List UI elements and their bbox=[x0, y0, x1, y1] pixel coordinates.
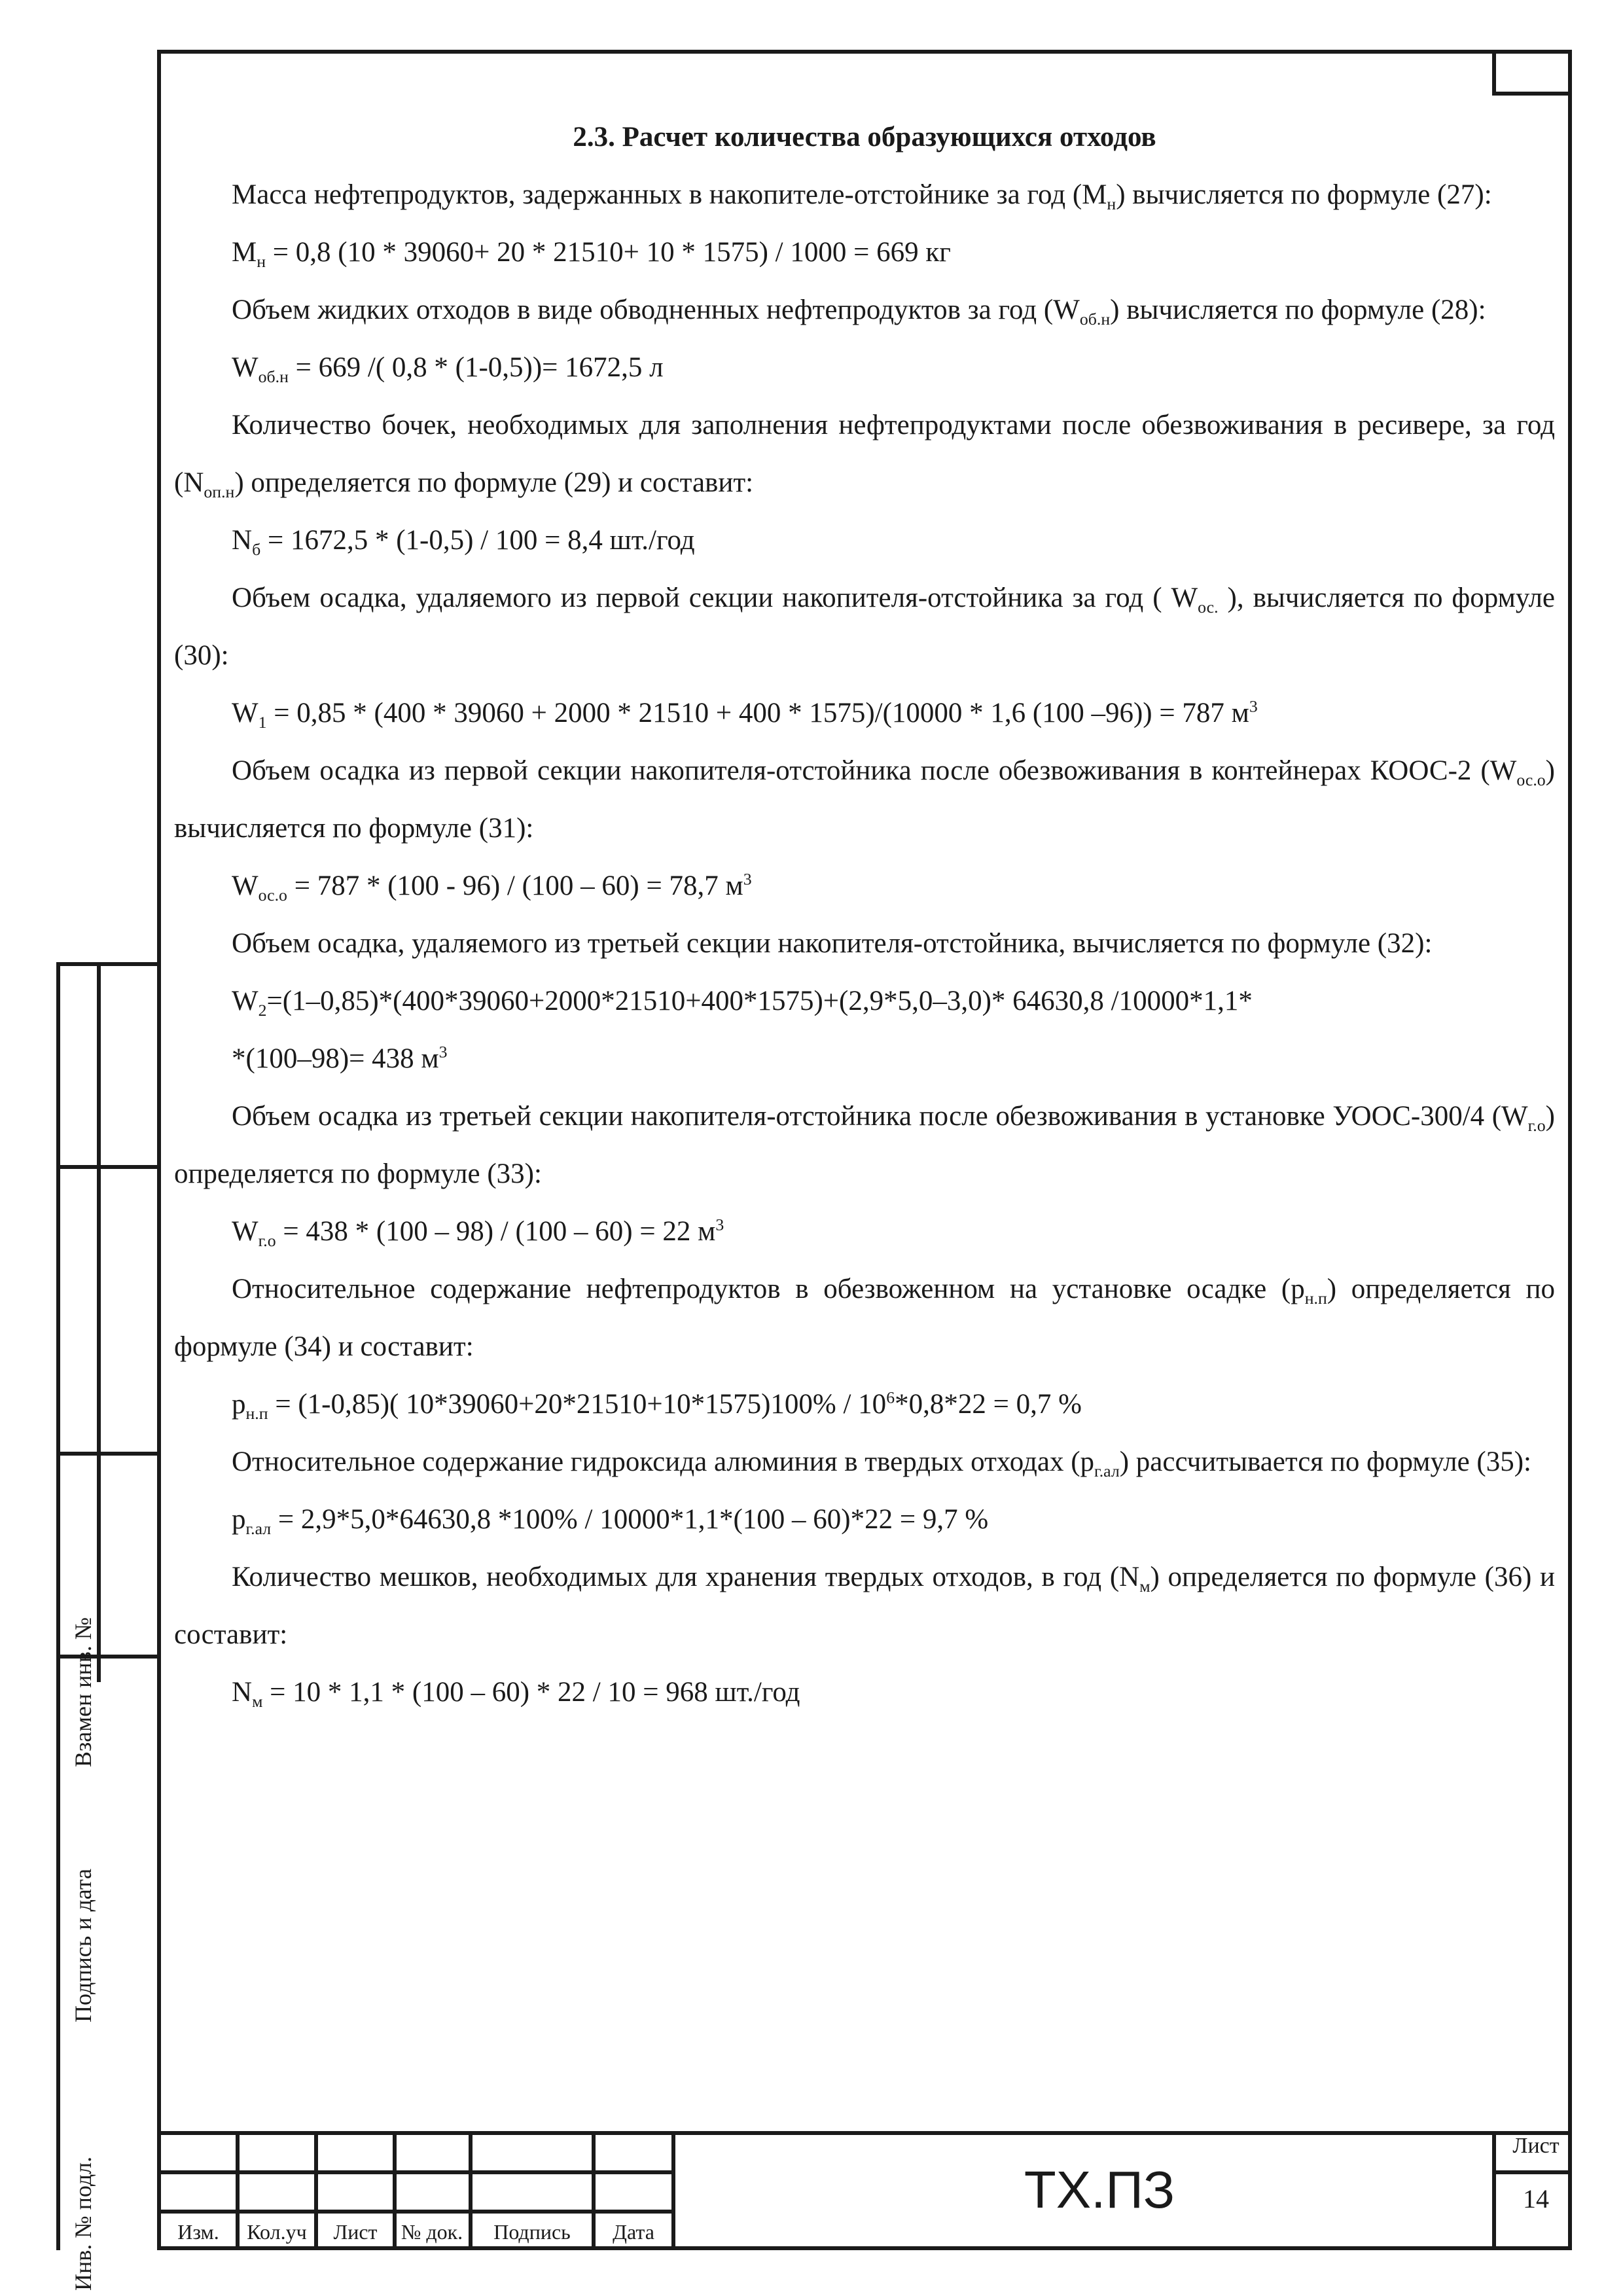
formula-line: $р_{г.ал} = 2,9*5,0*64630,8$ *100% / 10000*1,1*(100 – 60)*22 = 9,7 % bbox=[232, 1504, 989, 1539]
tb-col-data: Дата bbox=[613, 2220, 654, 2244]
formula-line: $N_м = 10 * 1,1 * (100 - 60) * 22 / 10 = 968$ шт./год bbox=[232, 1677, 800, 1712]
label-podpis-data: Подпись и дата bbox=[70, 1869, 96, 2022]
formula-line: $р_{н.п} = (1-0,85)$( $10*39060+20*21510+10*1575)100\% / 10^6*0,8*22 = 0,7$ % bbox=[232, 1388, 1082, 1424]
tb-col-podpis: Подпись bbox=[493, 2220, 571, 2244]
section-heading: 2.3. Расчет количества образующихся отходов bbox=[573, 122, 1156, 152]
text-paragraph: Масса нефтепродуктов, задержанных в накопителе-отстойнике за год $(М_н)$ вычисляется по формуле (27): bbox=[232, 179, 1492, 214]
formula-line: $W_{об.н} = 669$ /( 0,8 * (1-0,5))= 1672,5 л bbox=[232, 352, 664, 387]
formula-line: $W_2=(1-0,85)*(400*39060+2000*21510+400*1575)+(2,9*5,0-3,0)*$ 64630,8 /10000*1,1* bbox=[232, 986, 1253, 1020]
text-paragraph: Относительное содержание гидроксида алюминия в твердых отходах $(р_{г.ал})$ рассчитывается по формуле (35): bbox=[232, 1446, 1531, 1481]
tb-col-list: Лист bbox=[333, 2220, 378, 2244]
text-paragraph: Количество бочек, необходимых для заполнения нефтепродуктами после обезвоживания в ресивере, за год $(N_{оп.н})$ определяется по формуле (29) и составит: bbox=[174, 410, 1555, 502]
label-vzamen-inv: Взамен инв. № bbox=[70, 1617, 96, 1767]
sheet-label: Лист bbox=[1512, 2134, 1560, 2158]
document-body bbox=[174, 109, 1555, 1721]
document-code: ТХ.ПЗ bbox=[1024, 2161, 1175, 2219]
sheet-number: 14 bbox=[1523, 2184, 1549, 2214]
tb-col-kol-uch: Кол.уч bbox=[247, 2220, 307, 2244]
text-paragraph: Объем осадка, удаляемого из первой секции накопителя-отстойника за год ( $W_{ос.}$ ), вычисляется по формуле (30): bbox=[174, 583, 1555, 671]
formula-line: $W_{г.о} = 438 * (100 - 98) / (100 - 60) = 22$ $м^3$ bbox=[232, 1215, 724, 1251]
text-paragraph: Относительное содержание нефтепродуктов в обезвоженном на установке осадке $(р_{н.п})$ определяется по формуле (34) и составит: bbox=[174, 1274, 1556, 1362]
text-paragraph: Объем жидких отходов в виде обводненных нефтепродуктов за год $(W_{об.н})$ вычисляется по формуле (28): bbox=[232, 295, 1486, 329]
corner-box bbox=[1492, 50, 1572, 96]
label-inv-podl: Инв. № подл. bbox=[70, 2156, 96, 2291]
formula-line: $W_1 = 0,85 * (400 * 39060 + 2000 * 21510 + 400 * 1575)/(10000 * 1,6$ (100 –96)) = 787 $м^3$ bbox=[232, 696, 1258, 732]
text-paragraph: Количество мешков, необходимых для хранения твердых отходов, в год $(N_м)$ определяется по формуле (36) и составит: bbox=[174, 1562, 1555, 1650]
text-paragraph: Объем осадка, удаляемого из третьей секции накопителя-отстойника, вычисляется по формуле (32): bbox=[232, 928, 1433, 959]
formula-line: *(100–98)= 438 $м^3$ bbox=[232, 1042, 448, 1074]
formula-line: $М_н = 0,8$ (10 * 39060+ 20 * 21510+ 10 * 1575) / 1000 = 669 кг bbox=[232, 237, 951, 272]
paragraphs bbox=[174, 166, 1555, 1721]
formula-line: $W_{ос.о} = 787 * (100 - 96) / (100 - 60) = 78,7$ $м^3$ bbox=[232, 869, 752, 905]
text-paragraph: Объем осадка из первой секции накопителя-отстойника после обезвоживания в контейнерах КООС-2 $(W_{ос.о})$ вычисляется по формуле (31): bbox=[174, 755, 1555, 844]
formula-line: $N_б = 1672,5 * (1-0,5) / 100 = 8,4$ шт./год bbox=[232, 525, 695, 560]
tb-col-izm: Изм. bbox=[177, 2220, 219, 2244]
text-paragraph: Объем осадка из третьей секции накопителя-отстойника после обезвоживания в установке УООС-300/4 $(W_{г.о})$ определяется по формуле (33): bbox=[174, 1101, 1555, 1189]
tb-col-n-dok: № док. bbox=[401, 2220, 463, 2244]
